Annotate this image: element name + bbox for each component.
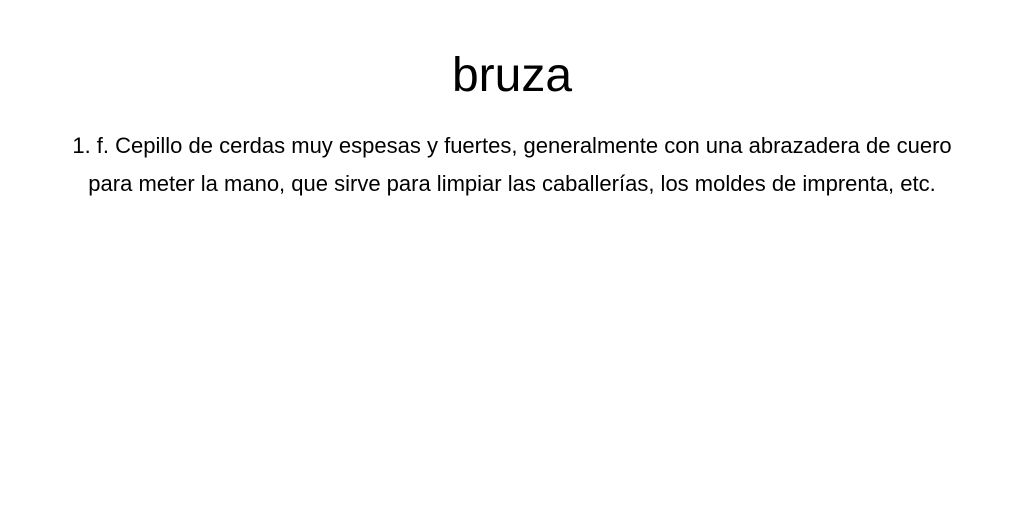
headword-title: bruza xyxy=(451,49,573,102)
definition-text: 1. f. Cepillo de cerdas muy espesas y fuertes, generalmente con una abrazadera de cuero para meter la mano, que sirve para limpiar las caballerías, los moldes de imprenta, etc. xyxy=(72,133,952,196)
